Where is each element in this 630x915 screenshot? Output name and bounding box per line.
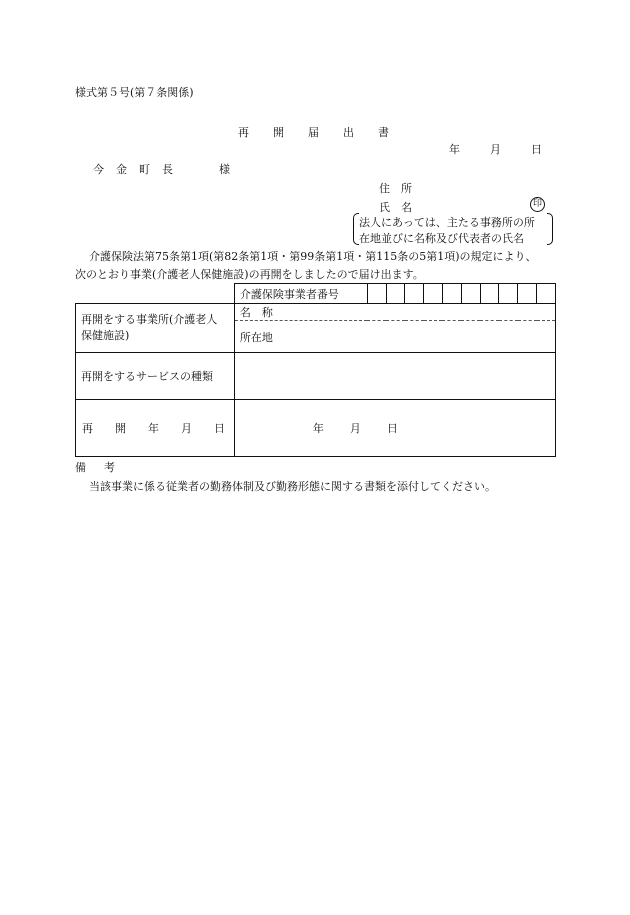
body-text-line: 次のとおり事業(介護老人保健施設)の再開をしましたので届け出ます。: [75, 268, 424, 281]
form-number: 様式第５号(第７条関係): [75, 86, 194, 99]
service-type-label: 再開をするサービスの種類: [76, 353, 235, 400]
addressee-char: 町: [139, 163, 150, 176]
restart-date-char: 年: [148, 422, 159, 435]
addressee: [93, 161, 185, 177]
remarks-heading-char: 備: [75, 461, 86, 474]
year-label: 年: [449, 143, 460, 156]
office-location-label: 所在地: [239, 330, 273, 344]
provider-number-digit[interactable]: [480, 284, 499, 304]
seal-mark-icon: 印: [530, 197, 545, 212]
corp-note-line: 法人にあっては、主たる事務所の所: [359, 216, 535, 229]
month-label: 月: [490, 143, 501, 156]
provider-number-digit[interactable]: [499, 284, 518, 304]
office-label-line: 再開をする事業所(介護老人: [81, 313, 218, 326]
service-type-field[interactable]: [234, 353, 555, 400]
restart-day-label: 日: [386, 422, 398, 435]
addressee-char: 金: [116, 163, 127, 176]
provider-number-digit[interactable]: [405, 284, 424, 304]
corporation-note: [353, 213, 553, 243]
provider-number-digit[interactable]: [367, 284, 386, 304]
office-location-field[interactable]: [234, 321, 555, 353]
body-text-line: 介護保険法第75条第1項(第82条第1項・第99条第1項・第115条の5第1項)の規定により、: [89, 250, 537, 263]
office-name-label: 名 称: [239, 306, 273, 319]
remarks-heading: [75, 459, 115, 475]
provider-number-digit[interactable]: [537, 284, 556, 304]
document-title: [238, 124, 389, 140]
remarks-text: 当該事業に係る従業者の勤務体制及び勤務形態に関する書類を添付してください。: [89, 480, 496, 493]
title-char: 再: [238, 126, 249, 139]
provider-number-label: 介護保険事業者番号: [234, 284, 367, 304]
title-char: 届: [308, 126, 319, 139]
remarks-heading-char: 考: [104, 461, 115, 474]
restart-date-char: 開: [115, 422, 126, 435]
restart-month-label: 月: [349, 422, 361, 435]
title-char: 開: [273, 126, 284, 139]
addressee-char: 長: [162, 163, 173, 176]
address-label: 住 所: [379, 182, 412, 195]
addressee-char: 今: [93, 163, 104, 176]
restart-date-char: 日: [214, 422, 225, 435]
provider-number-digit[interactable]: [386, 284, 405, 304]
blank-cell: [76, 284, 235, 304]
corp-note-line: 在地並びに名称及び代表者の氏名: [359, 232, 524, 245]
restart-form-table: [75, 283, 556, 457]
office-name-field[interactable]: [234, 304, 555, 321]
submission-date: [449, 141, 542, 157]
restart-year-label: 年: [312, 422, 324, 435]
title-char: 出: [343, 126, 354, 139]
restart-date-char: 月: [181, 422, 192, 435]
restart-date-label: [76, 400, 235, 457]
day-label: 日: [531, 143, 542, 156]
honorific: 様: [219, 163, 230, 176]
name-label: 氏 名: [379, 201, 412, 214]
restart-date-char: 再: [82, 422, 93, 435]
restart-date-field[interactable]: [234, 400, 555, 457]
provider-number-digit[interactable]: [424, 284, 443, 304]
office-label: [76, 304, 235, 353]
provider-number-digit[interactable]: [442, 284, 461, 304]
bracket-right: [547, 213, 553, 245]
title-char: 書: [378, 126, 389, 139]
office-label-line: 保健施設): [81, 329, 130, 342]
provider-number-digit[interactable]: [461, 284, 480, 304]
provider-number-digit[interactable]: [518, 284, 537, 304]
